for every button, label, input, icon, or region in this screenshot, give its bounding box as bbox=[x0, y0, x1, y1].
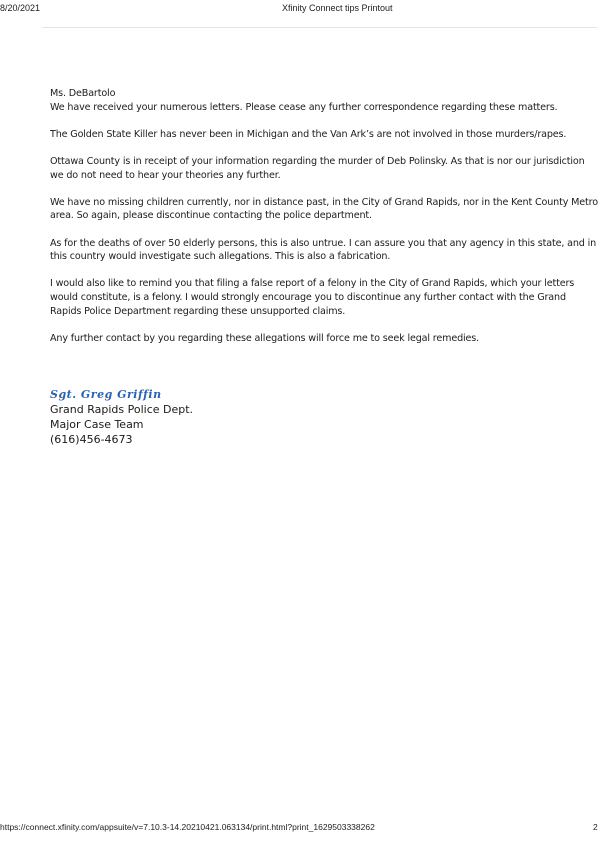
signature-name: Sgt. Greg Griffin bbox=[50, 388, 162, 401]
print-header bbox=[0, 0, 600, 14]
paragraph-golden-state-killer: The Golden State Killer has never been in Michigan and the Van Ark’s are not involved in those murders/rapes. bbox=[50, 128, 567, 140]
footer-url: https://connect.xfinity.com/appsuite/v=7.10.3-14.20210421.063134/print.html?print_1629503338262 bbox=[0, 822, 375, 832]
letter-body bbox=[50, 87, 600, 359]
print-date: 8/20/2021 bbox=[0, 3, 41, 13]
paragraph-ceasing-correspondence: We have received your numerous letters. Please cease any further correspondence regarding these matters. bbox=[50, 101, 558, 113]
paragraph-missing-children: We have no missing children currently, nor in distance past, in the City of Grand Rapids, nor in the Kent County Metro area. So again, please discontinue contacting the police department. bbox=[50, 196, 598, 222]
paragraph-elderly-deaths: As for the deaths of over 50 elderly persons, this is also untrue. I can assure you that any agency in this state, and in this country would investigate such allegations. This is also a fabrication. bbox=[50, 237, 597, 263]
paragraph-false-report-warning: I would also like to remind you that filing a false report of a felony in the City of Grand Rapids, which your letters would constitute, is a felony. I would strongly encourage you to discontinue any further contact with the Grand Rapids Police Department regarding these unsupported claims. bbox=[50, 278, 575, 317]
signature-department: Grand Rapids Police Dept. bbox=[50, 403, 194, 416]
signature-team: Major Case Team bbox=[50, 418, 144, 431]
signature-block bbox=[50, 388, 300, 447]
print-title: Xfinity Connect tips Printout bbox=[282, 3, 393, 13]
salutation: Ms. DeBartolo bbox=[50, 88, 116, 99]
signature-phone: (616)456-4673 bbox=[50, 433, 133, 446]
paragraph-ottawa-county: Ottawa County is in receipt of your information regarding the murder of Deb Polinsky. As that is nor our jurisdiction we do not need to hear your theories any further. bbox=[50, 155, 585, 181]
paragraph-legal-remedies: Any further contact by you regarding these allegations will force me to seek legal remedies. bbox=[50, 332, 480, 344]
header-divider bbox=[42, 27, 597, 28]
footer-page-number: 2 bbox=[593, 822, 598, 832]
